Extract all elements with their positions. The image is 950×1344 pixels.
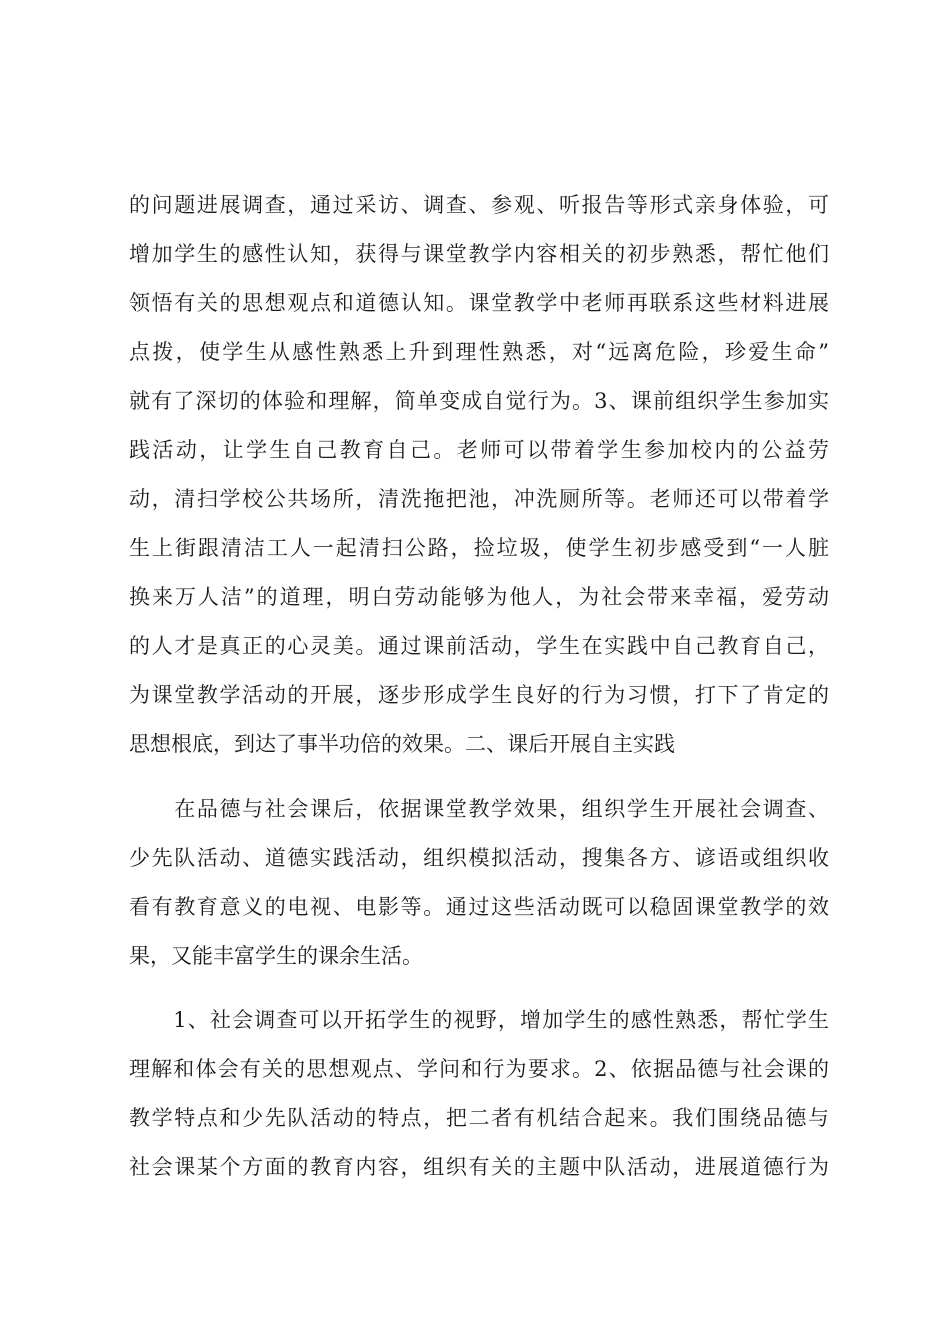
text-line: 换来万人洁”的道理，明白劳动能够为他人，为社会带来幸福，爱劳动	[129, 585, 829, 609]
text-line: 看有教育意义的电视、电影等。通过这些活动既可以稳固课堂教学的效	[129, 895, 829, 919]
text-line: 增加学生的感性认知，获得与课堂教学内容相关的初步熟悉，帮忙他们	[129, 242, 829, 266]
text-line: 社会课某个方面的教育内容，组织有关的主题中队活动，进展道德行为	[129, 1155, 829, 1179]
text-line: 领悟有关的思想观点和道德认知。课堂教学中老师再联系这些材料进展	[129, 291, 829, 315]
text-line: 理解和体会有关的思想观点、学问和行为要求。2、依据品德与社会课的	[129, 1057, 829, 1081]
text-line: 少先队活动、道德实践活动，组织模拟活动，搜集各方、谚语或组织收	[129, 846, 829, 870]
text-line: 教学特点和少先队活动的特点，把二者有机结合起来。我们围绕品德与	[129, 1106, 829, 1130]
text-line: 在品德与社会课后，依据课堂教学效果，组织学生开展社会调查、	[129, 797, 829, 821]
text-line: 生上街跟清洁工人一起清扫公路，捡垃圾，使学生初步感受到“一人脏	[129, 536, 829, 560]
text-line: 践活动，让学生自己教育自己。老师可以带着学生参加校内的公益劳	[129, 438, 829, 462]
text-line: 为课堂教学活动的开展，逐步形成学生良好的行为习惯，打下了肯定的	[129, 683, 829, 707]
text-line: 果，又能丰富学生的课余生活。	[129, 944, 423, 968]
text-line: 1、社会调查可以开拓学生的视野，增加学生的感性熟悉，帮忙学生	[129, 1008, 829, 1032]
text-line: 点拨，使学生从感性熟悉上升到理性熟悉，对“远离危险，珍爱生命”	[129, 340, 829, 364]
text-line: 思想根底，到达了事半功倍的效果。二、课后开展自主实践	[129, 732, 675, 756]
text-line: 的人才是真正的心灵美。通过课前活动，学生在实践中自己教育自己，	[129, 634, 829, 658]
text-line: 就有了深切的体验和理解，简单变成自觉行为。3、课前组织学生参加实	[129, 389, 829, 413]
text-line: 动，清扫学校公共场所，清洗拖把池，冲洗厕所等。老师还可以带着学	[129, 487, 829, 511]
text-line: 的问题进展调查，通过采访、调查、参观、听报告等形式亲身体验，可	[129, 193, 829, 217]
